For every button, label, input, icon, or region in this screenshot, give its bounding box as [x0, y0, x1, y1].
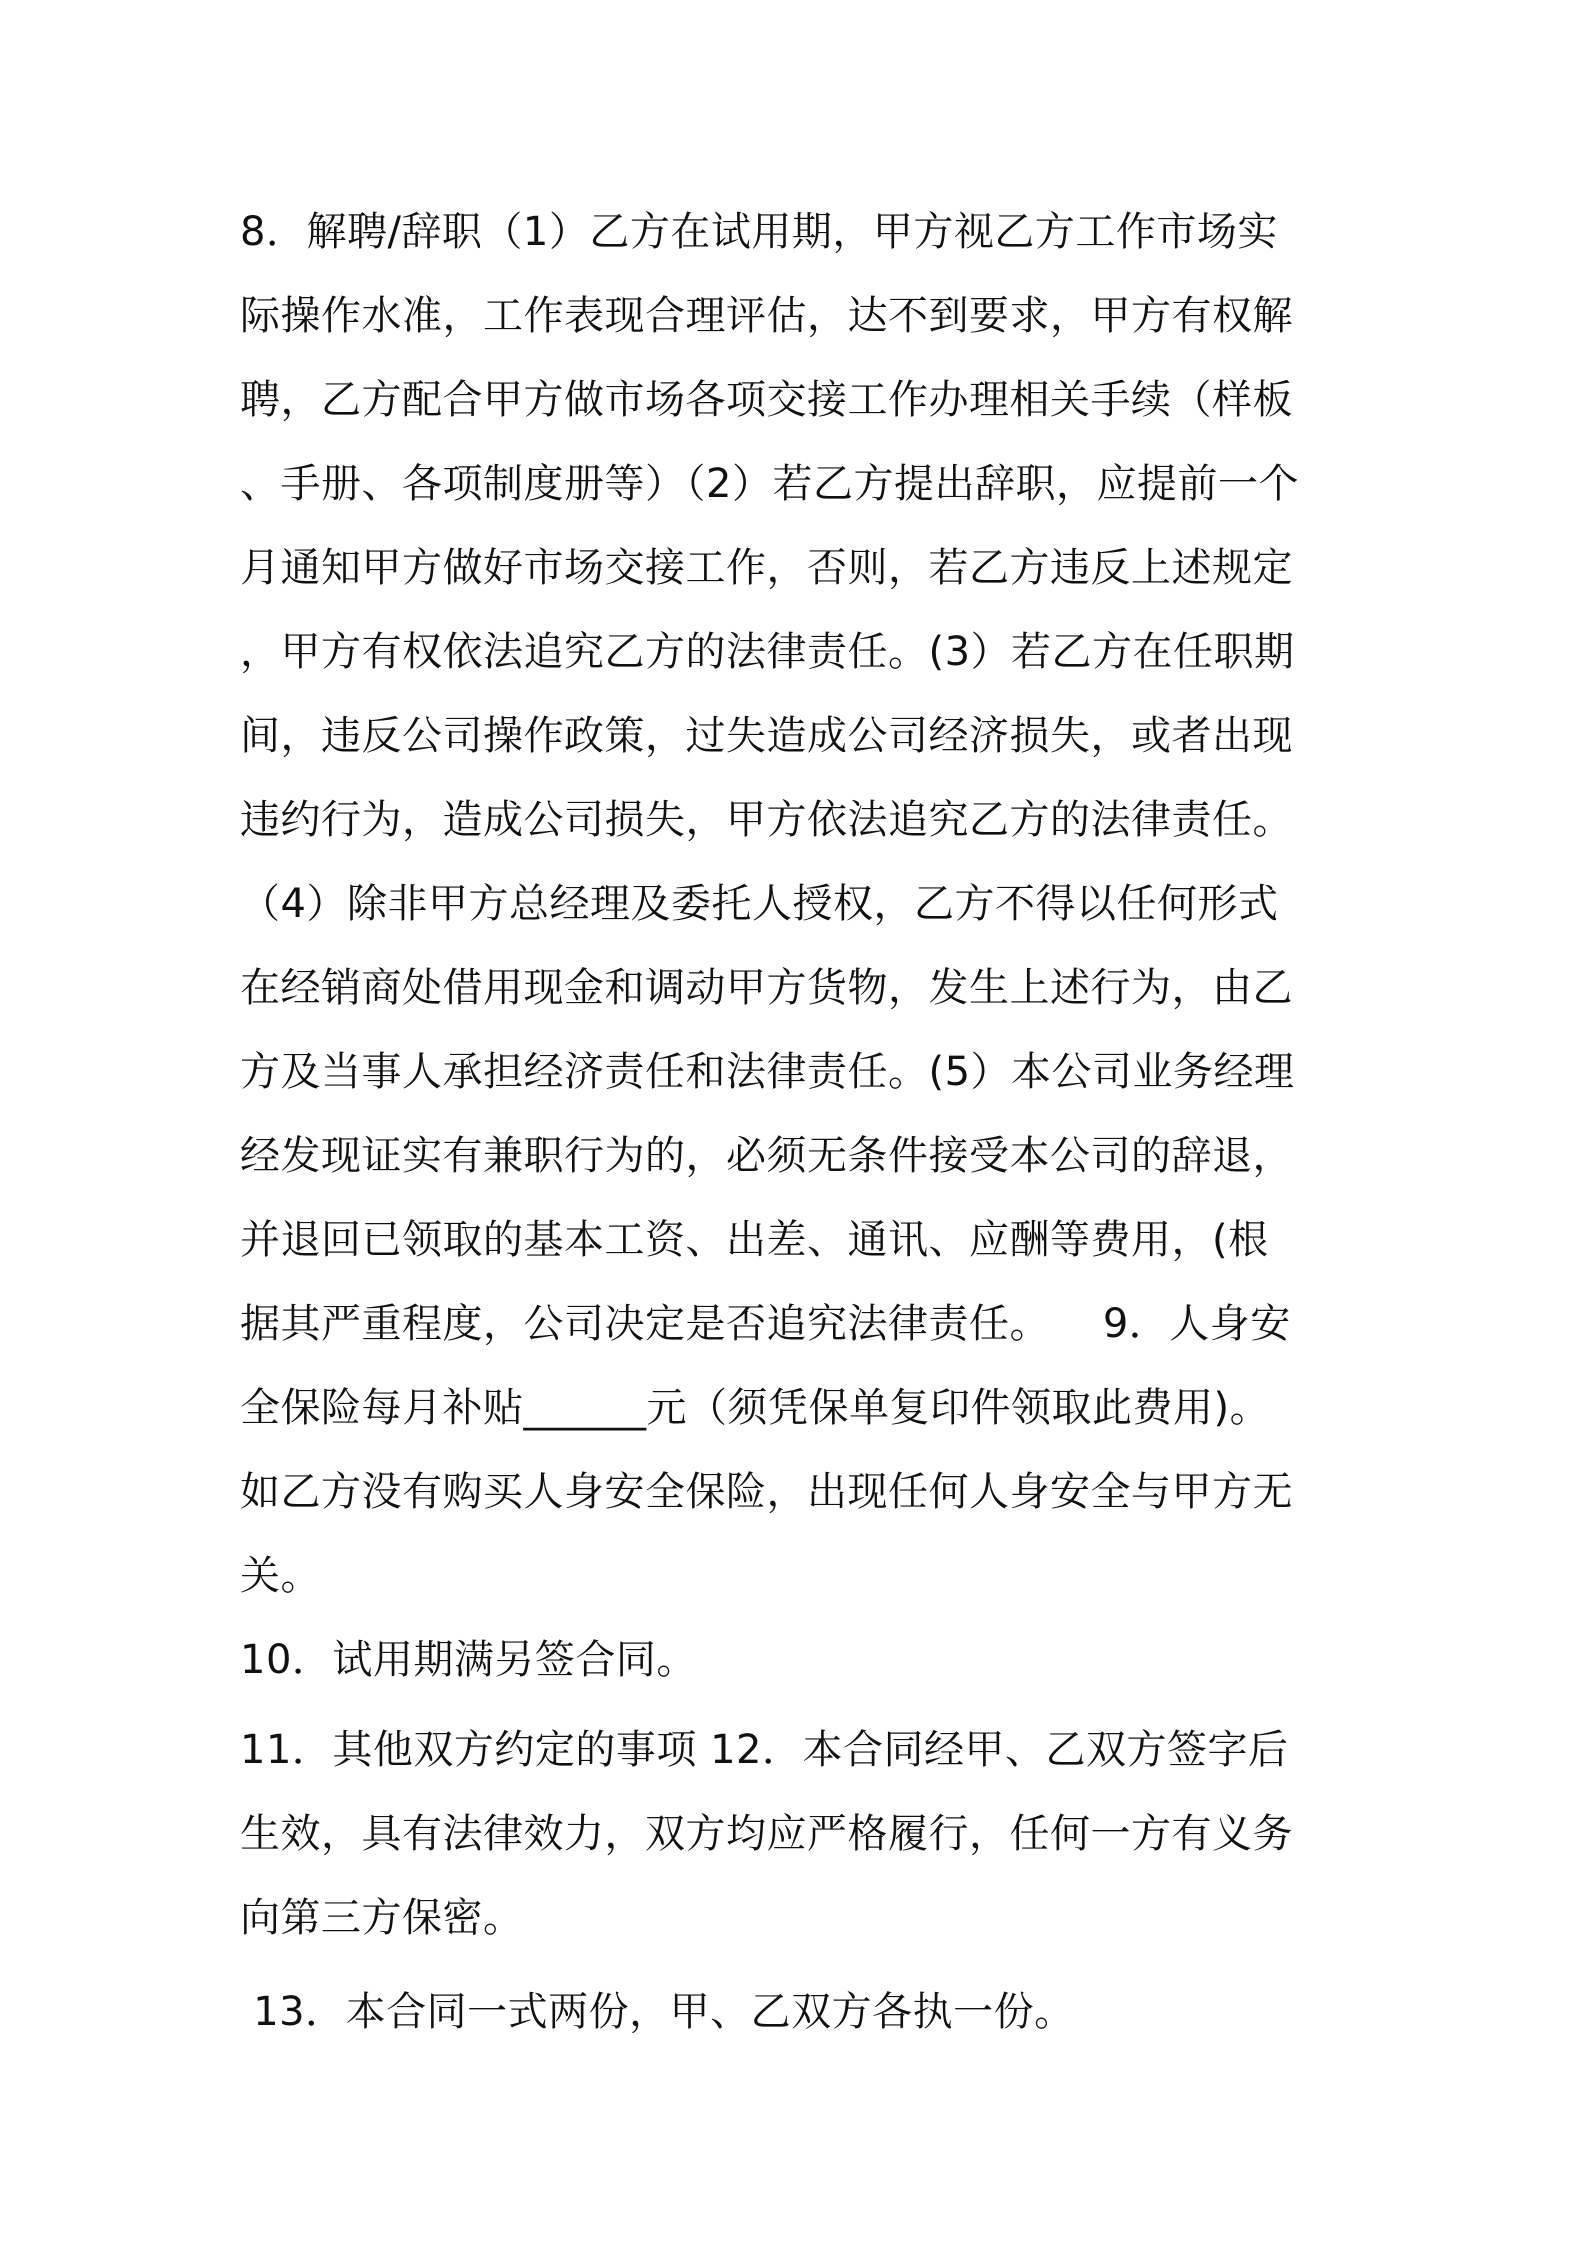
text-line: 违约行为，造成公司损失，甲方依法追究乙方的法律责任。: [240, 797, 1293, 843]
text-line: 并退回已领取的基本工资、出差、通讯、应酬等费用，(根: [240, 1217, 1269, 1263]
text-line: 在经销商处借用现金和调动甲方货物，发生上述行为，由乙: [240, 965, 1293, 1011]
text-line: 际操作水准，工作表现合理评估，达不到要求，甲方有权解: [240, 293, 1293, 339]
contract-body: [240, 190, 1360, 2054]
text-line: 向第三方保密。: [240, 1895, 524, 1941]
text-line: 如乙方没有购买人身安全保险，出现任何人身安全与甲方无: [240, 1469, 1293, 1515]
text-line: 生效，具有法律效力，双方均应严格履行，任何一方有义务: [240, 1811, 1293, 1857]
text-line: ，甲方有权依法追究乙方的法律责任。(3）若乙方在任职期: [240, 629, 1295, 675]
text-line: 13．本合同一式两份，甲、乙双方各执一份。: [240, 1989, 1075, 2035]
text-line: 10．试用期满另签合同。: [240, 1637, 697, 1683]
text-line: 、手册、各项制度册等）（2）若乙方提出辞职，应提前一个: [240, 461, 1299, 507]
text-line: （4）除非甲方总经理及委托人授权，乙方不得以任何形式: [240, 881, 1279, 927]
text-line: 关。: [240, 1553, 321, 1599]
text-line: 据其严重程度，公司决定是否追究法律责任。 9．人身安: [240, 1301, 1291, 1347]
text-line: 方及当事人承担经济责任和法律责任。(5）本公司业务经理: [240, 1049, 1295, 1095]
text-line: 月通知甲方做好市场交接工作，否则，若乙方违反上述规定: [240, 545, 1293, 591]
text-line: 经发现证实有兼职行为的，必须无条件接受本公司的辞退，: [240, 1133, 1293, 1179]
text-line: 间，违反公司操作政策，过失造成公司经济损失，或者出现: [240, 713, 1293, 759]
text-line: 全保险每月补贴______元（须凭保单复印件领取此费用)。: [240, 1385, 1271, 1431]
text-line: 聘，乙方配合甲方做市场各项交接工作办理相关手续（样板: [240, 377, 1293, 423]
text-line: 11．其他双方约定的事项 12．本合同经甲、乙双方签字后: [240, 1727, 1289, 1773]
text-line: 8．解聘/辞职（1）乙方在试用期，甲方视乙方工作市场实: [240, 209, 1278, 255]
